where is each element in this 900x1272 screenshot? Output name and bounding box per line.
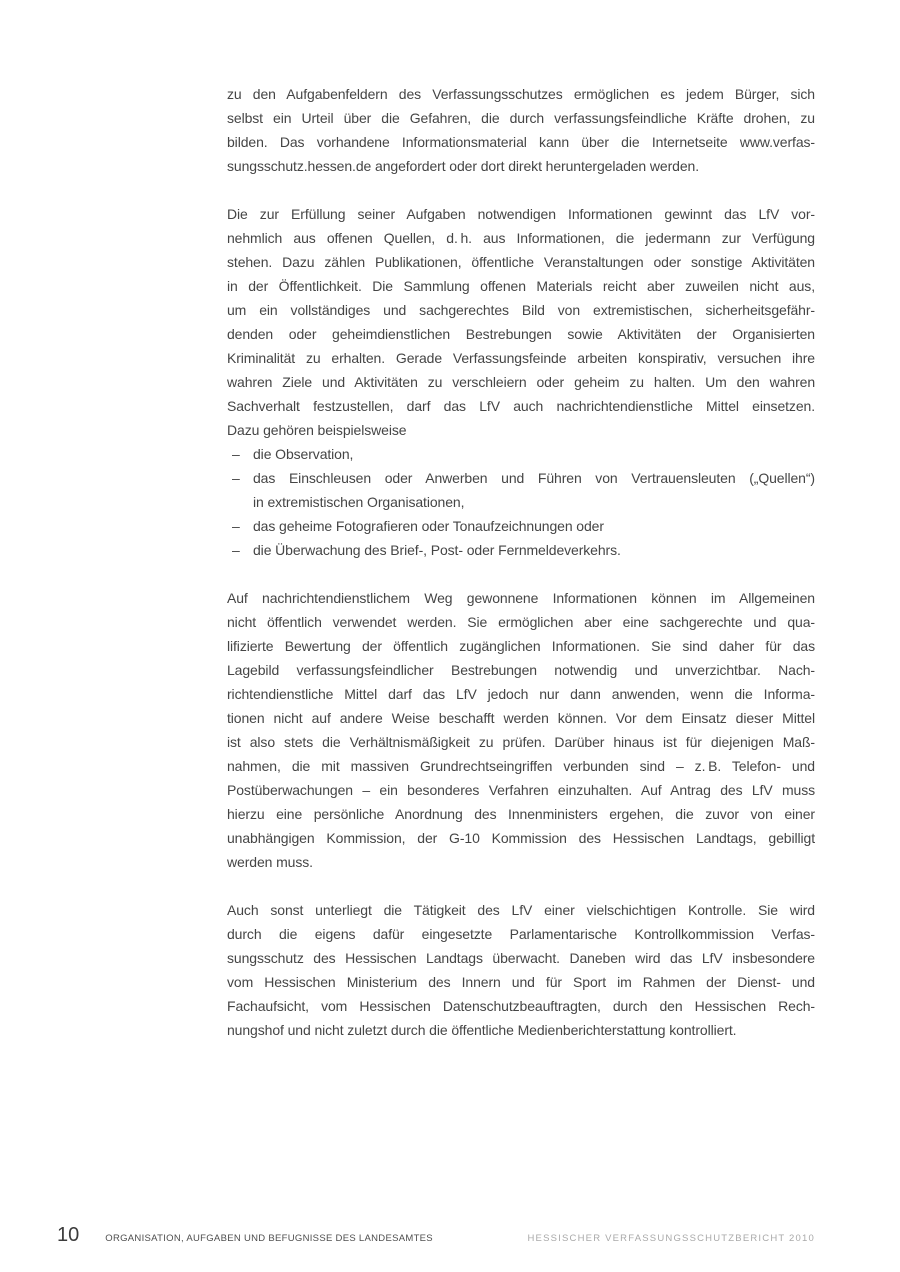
list-item-text xyxy=(253,466,815,514)
text-line: Lagebild verfassungsfeindlicher Bestrebungen notwendig und unverzichtbar. Nach- xyxy=(227,662,815,678)
text-line: durch die eigens dafür eingesetzte Parlamentarische Kontrollkommission Verfas- xyxy=(227,926,815,942)
paragraph xyxy=(227,586,815,874)
list-item xyxy=(227,514,815,538)
dash-marker: – xyxy=(232,446,240,462)
text-line: zu den Aufgabenfeldern des Verfassungsschutzes ermöglichen es jedem Bürger, sich xyxy=(227,86,815,102)
text-line: nungshof und nicht zuletzt durch die öffentliche Medienberichterstattung kontrolliert. xyxy=(227,1022,737,1038)
dash-marker: – xyxy=(232,542,240,558)
footer-section-title: ORGANISATION, AUFGABEN UND BEFUGNISSE DES LANDESAMTES xyxy=(105,1233,433,1244)
text-line: um ein vollständiges und sachgerechtes Bild von extremistischen, sicherheitsgefähr- xyxy=(227,302,815,318)
paragraph xyxy=(227,898,815,1042)
bullet-list xyxy=(227,442,815,562)
list-item-text xyxy=(253,442,815,466)
text-line: Fachaufsicht, vom Hessischen Datenschutzbeauftragten, durch den Hessischen Rech- xyxy=(227,998,815,1014)
text-line: stehen. Dazu zählen Publikationen, öffentliche Veranstaltungen oder sonstige Aktivitäten xyxy=(227,254,815,270)
text-line: Auf nachrichtendienstlichem Weg gewonnene Informationen können im Allgemeinen xyxy=(227,590,815,606)
document-body xyxy=(227,82,815,1042)
text-line: nehmlich aus offenen Quellen, d. h. aus Informationen, die jedermann zur Verfügung xyxy=(227,230,815,246)
text-line: lifizierte Bewertung der öffentlich zugänglichen Informationen. Sie sind daher für das xyxy=(227,638,815,654)
text-line: nahmen, die mit massiven Grundrechtseingriffen verbunden sind – z. B. Telefon- und xyxy=(227,758,815,774)
text-line: wahren Ziele und Aktivitäten zu verschleiern oder geheim zu halten. Um den wahren xyxy=(227,374,815,390)
paragraph xyxy=(227,202,815,442)
text-line: unabhängigen Kommission, der G-10 Kommission des Hessischen Landtags, gebilligt xyxy=(227,830,815,846)
page-footer xyxy=(57,1224,815,1247)
text-line: Sachverhalt festzustellen, darf das LfV auch nachrichtendienstliche Mittel einsetzen. xyxy=(227,398,815,414)
text-line: Kriminalität zu erhalten. Gerade Verfassungsfeinde arbeiten konspirativ, versuchen ihre xyxy=(227,350,815,366)
text-line: denden oder geheimdienstlichen Bestrebungen sowie Aktivitäten der Organisierten xyxy=(227,326,815,342)
text-line: sungsschutz des Hessischen Landtags überwacht. Daneben wird das LfV insbesondere xyxy=(227,950,815,966)
paragraph xyxy=(227,82,815,178)
text-line: in extremistischen Organisationen, xyxy=(253,494,465,510)
page-number: 10 xyxy=(57,1224,80,1246)
list-item-text xyxy=(253,538,815,562)
text-line: Auch sonst unterliegt die Tätigkeit des LfV einer vielschichtigen Kontrolle. Sie wird xyxy=(227,902,815,918)
text-line: das geheime Fotografieren oder Tonaufzeichnungen oder xyxy=(253,518,604,534)
list-item xyxy=(227,466,815,514)
text-line: Dazu gehören beispielsweise xyxy=(227,422,407,438)
list-item xyxy=(227,538,815,562)
text-line: richtendienstliche Mittel darf das LfV jedoch nur dann anwenden, wenn die Informa- xyxy=(227,686,815,702)
text-line: das Einschleusen oder Anwerben und Führen von Vertrauensleuten („Quellen“) xyxy=(253,470,815,486)
text-line: ist also stets die Verhältnismäßigkeit zu prüfen. Darüber hinaus ist für diejenigen Maß- xyxy=(227,734,815,750)
text-line: die Überwachung des Brief-, Post- oder Fernmeldeverkehrs. xyxy=(253,542,621,558)
text-line: vom Hessischen Ministerium des Innern und für Sport im Rahmen der Dienst- und xyxy=(227,974,815,990)
text-line: sungsschutz.hessen.de angefordert oder dort direkt heruntergeladen werden. xyxy=(227,158,700,174)
list-item-text xyxy=(253,514,815,538)
text-line: die Observation, xyxy=(253,446,354,462)
text-line: werden muss. xyxy=(227,854,313,870)
text-line: in der Öffentlichkeit. Die Sammlung offenen Materials reicht aber zuweilen nicht aus, xyxy=(227,278,815,294)
text-line: bilden. Das vorhandene Informationsmaterial kann über die Internetseite www.verfas- xyxy=(227,134,815,150)
text-line: Postüberwachungen – ein besonderes Verfahren einzuhalten. Auf Antrag des LfV muss xyxy=(227,782,815,798)
text-line: hierzu eine persönliche Anordnung des Innenministers ergehen, die zuvor von einer xyxy=(227,806,815,822)
text-line: tionen nicht auf andere Weise beschafft werden können. Vor dem Einsatz dieser Mittel xyxy=(227,710,815,726)
text-line: Die zur Erfüllung seiner Aufgaben notwendigen Informationen gewinnt das LfV vor- xyxy=(227,206,815,222)
footer-report-title: HESSISCHER VERFASSUNGSSCHUTZBERICHT 2010 xyxy=(527,1233,815,1244)
text-line: selbst ein Urteil über die Gefahren, die durch verfassungsfeindliche Kräfte drohen, zu xyxy=(227,110,815,126)
text-line: nicht öffentlich verwendet werden. Sie ermöglichen aber eine sachgerechte und qua- xyxy=(227,614,815,630)
list-item xyxy=(227,442,815,466)
dash-marker: – xyxy=(232,470,240,486)
dash-marker: – xyxy=(232,518,240,534)
